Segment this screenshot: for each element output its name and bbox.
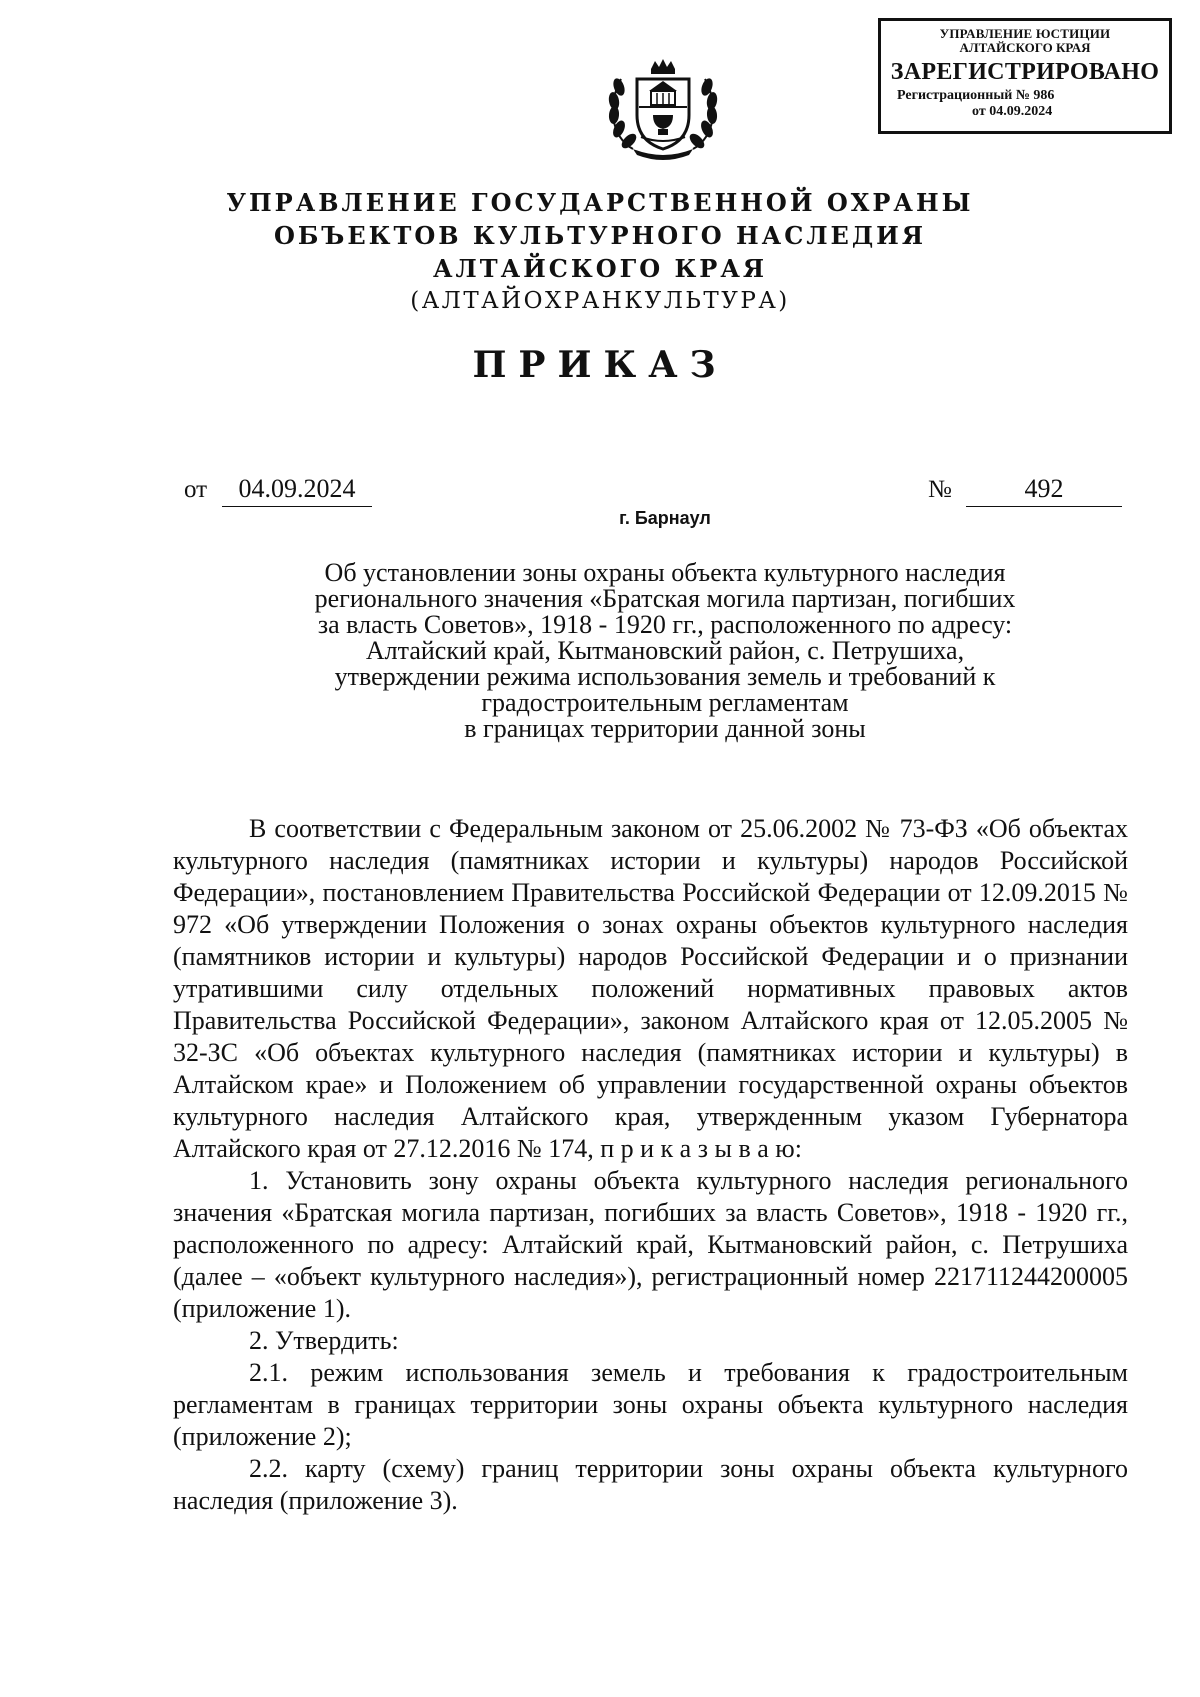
organization-name-line3: АЛТАЙСКОГО КРАЯ — [432, 254, 768, 283]
subject-line: Об установлении зоны охраны объекта культурного наследия — [324, 558, 1006, 587]
item-1-paragraph: 1. Установить зону охраны объекта культурного наследия регионального значения «Братская могила партизан, погибших за власть Советов», 1918 - 1920 гг., расположенного по адресу: Алтайский край, Кытмановский район, с. Петрушиха (далее – «объект культурного наследия»), регистрационный номер 221711244200005 (приложение 1). — [173, 1166, 1128, 1323]
subject-line: в границах территории данной зоны — [464, 714, 866, 743]
stamp-status: ЗАРЕГИСТРИРОВАНО — [890, 59, 1160, 85]
subject-line: Алтайский край, Кытмановский район, с. Петрушиха, — [365, 636, 965, 665]
subject-line: утверждении режима использования земель и требований к — [334, 662, 996, 691]
organization-short-name: (АЛТАЙОХРАНКУЛЬТУРА) — [410, 288, 790, 314]
preamble-paragraph: В соответствии с Федеральным законом от 25.06.2002 № 73-ФЗ «Об объектах культурного наследия (памятниках истории и культуры) народов Российской Федерации», постановлением Правительства Российской Федерации от 12.09.2015 № 972 «Об утверждении Положения о зонах охраны объектов культурного наследия (памятников истории и культуры) народов Российской Федерации и о признании утратившими силу отдельных положений нормативных правовых актов Правительства Российской Федерации», законом Алтайского края от 12.05.2005 № 32-ЗС «Об объектах культурного наследия (памятниках истории и культуры) в Алтайском крае» и Положением об управлении государственной охраны объектов культурного наследия Алтайского края, утвержденным указом Губернатора Алтайского края от 27.12.2016 № 174, п р и к а з ы в а ю: — [173, 814, 1128, 1163]
date-label: от — [184, 476, 208, 503]
item-2-2-paragraph: 2.2. карту (схему) границ территории зоны охраны объекта культурного наследия (приложение 3). — [173, 1454, 1128, 1515]
stamp-reg-date: от 04.09.2024 — [972, 104, 1053, 119]
document-date: 04.09.2024 — [222, 474, 372, 507]
document-city: г. Барнаул — [619, 508, 711, 528]
coat-of-arms-icon — [603, 57, 723, 161]
stamp-authority-line2: АЛТАЙСКОГО КРАЯ — [959, 40, 1091, 55]
document-title: ПРИКАЗ — [472, 344, 728, 386]
subject-line: регионального значения «Братская могила партизан, погибших — [314, 584, 1016, 613]
organization-name-line2: ОБЪЕКТОВ КУЛЬТУРНОГО НАСЛЕДИЯ — [273, 221, 927, 250]
stamp-authority-line1: УПРАВЛЕНИЕ ЮСТИЦИИ — [939, 26, 1111, 41]
organization-name — [0, 186, 1200, 317]
document-number: 492 — [966, 474, 1122, 507]
subject-line: градостроительным регламентам — [481, 688, 849, 717]
item-2-1-paragraph: 2.1. режим использования земель и требования к градостроительным регламентам в границах территории зоны охраны объекта культурного наследия (приложение 2); — [173, 1358, 1128, 1451]
number-label: № — [928, 476, 952, 503]
document-body — [173, 813, 1128, 1517]
registration-stamp — [878, 18, 1172, 134]
subject-line: за власть Советов», 1918 - 1920 гг., расположенного по адресу: — [317, 610, 1013, 639]
document-subject — [200, 560, 1130, 742]
organization-name-line1: УПРАВЛЕНИЕ ГОСУДАРСТВЕННОЙ ОХРАНЫ — [226, 188, 974, 217]
stamp-reg-number: Регистрационный № 986 — [897, 88, 1055, 103]
item-2-paragraph: 2. Утвердить: — [249, 1326, 399, 1355]
